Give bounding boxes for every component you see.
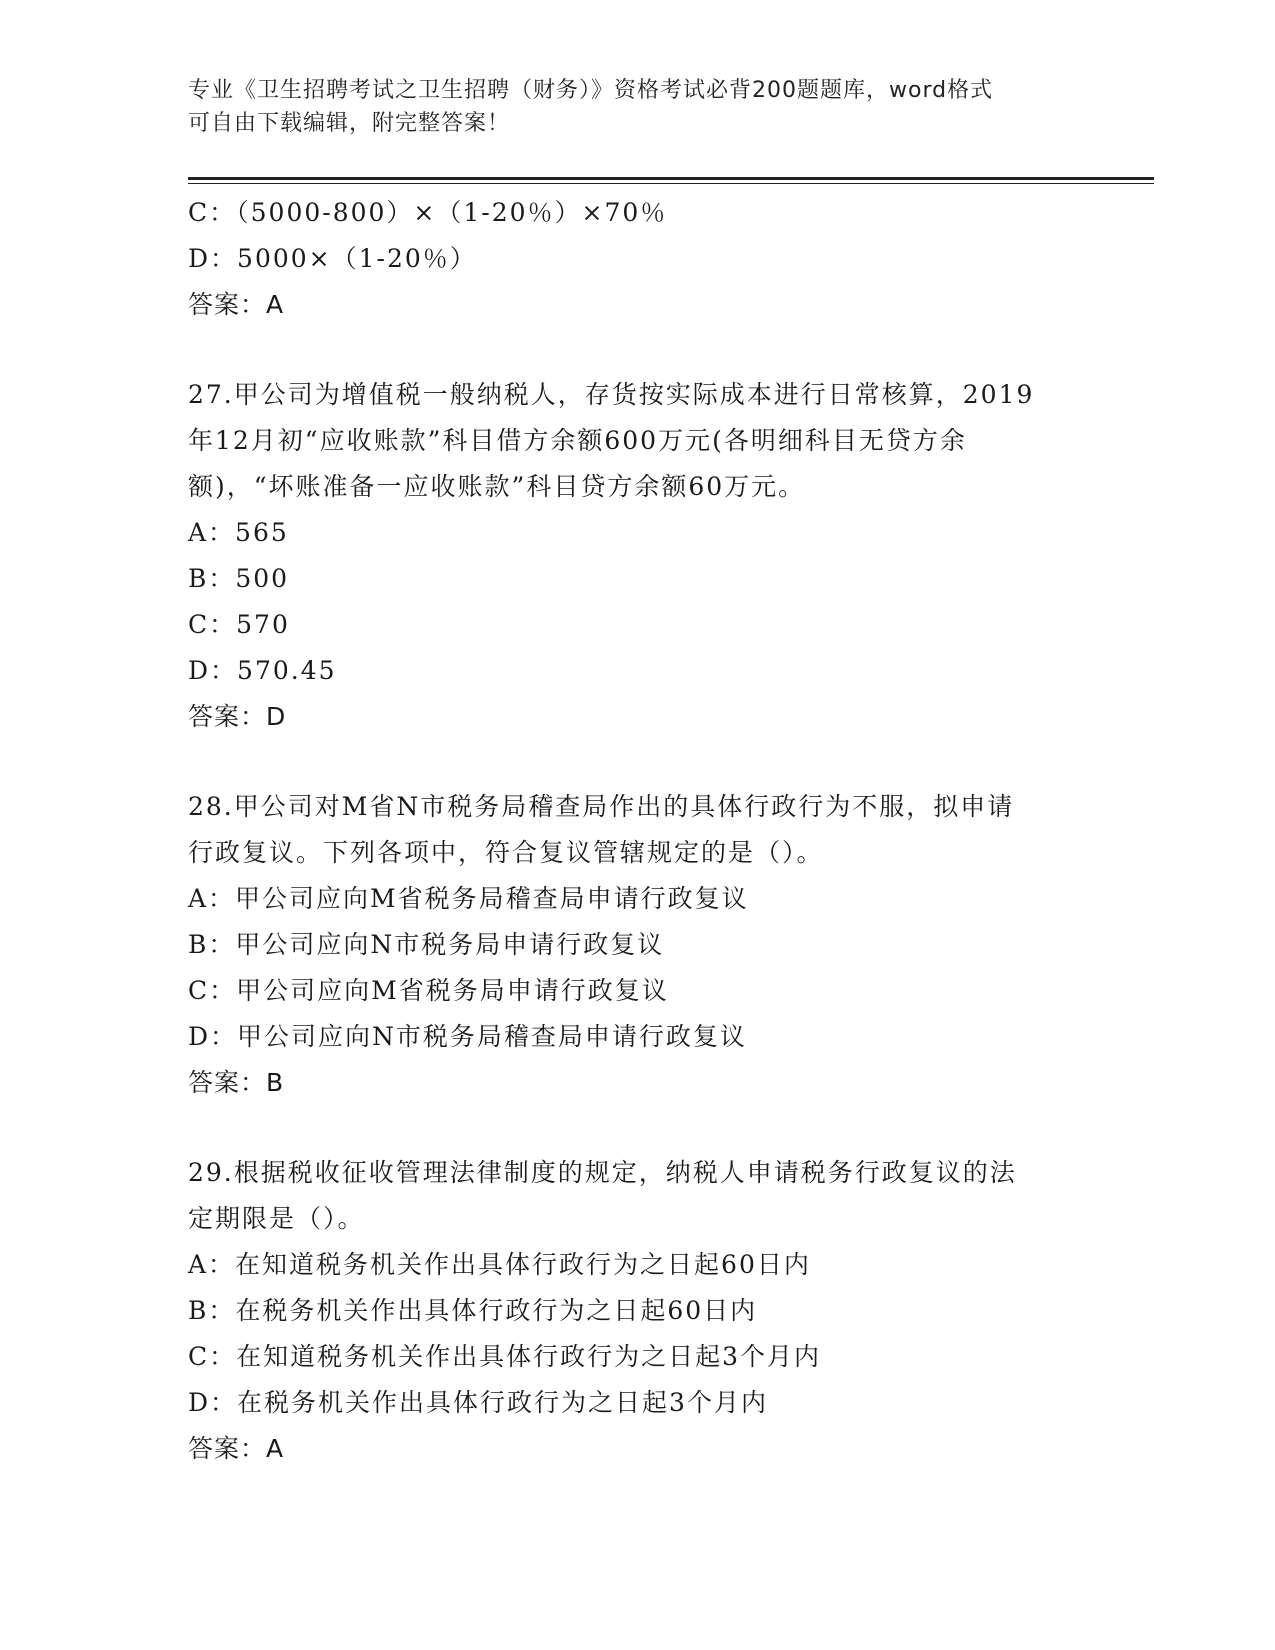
option-d: D：5000×（1-20％） (188, 244, 477, 273)
spacer (188, 1106, 1088, 1150)
answer-line: 答案：A (188, 1434, 285, 1463)
header-line-2: 可自由下载编辑，附完整答案！ (188, 111, 511, 136)
option-b: B：甲公司应向N市税务局申请行政复议 (188, 930, 665, 959)
option-c: C：（5000-800）×（1-20％）×70％ (188, 198, 668, 227)
answer-line: 答案：D (188, 702, 287, 731)
question-text-line: 定期限是（）。 (188, 1204, 365, 1233)
spacer (188, 740, 1088, 784)
option-a: A：565 (188, 518, 289, 547)
answer-line: 答案：B (188, 1068, 285, 1097)
header-divider-thin (188, 183, 1154, 184)
option-a: A：甲公司应向M省税务局稽查局申请行政复议 (188, 884, 749, 913)
question-text-line: 行政复议。下列各项中，符合复议管辖规定的是（）。 (188, 838, 824, 867)
option-d: D：570.45 (188, 656, 337, 685)
question-text-line: 27.甲公司为增值税一般纳税人，存货按实际成本进行日常核算，2019 (188, 380, 1035, 409)
question-28 (188, 784, 1088, 1106)
option-c: C：在知道税务机关作出具体行政行为之日起3个月内 (188, 1342, 822, 1371)
question-text-line: 额)，“坏账准备一应收账款”科目贷方余额60万元。 (188, 472, 806, 501)
option-c: C：570 (188, 610, 290, 639)
question-27 (188, 372, 1088, 740)
question-29 (188, 1150, 1088, 1472)
answer-line: 答案：A (188, 290, 285, 319)
prev-question-tail (188, 190, 1088, 328)
option-a: A：在知道税务机关作出具体行政行为之日起60日内 (188, 1250, 811, 1279)
header-divider-thick (188, 177, 1154, 180)
question-text-line: 年12月初“应收账款”科目借方余额600万元(各明细科目无贷方余 (188, 426, 967, 455)
option-b: B：在税务机关作出具体行政行为之日起60日内 (188, 1296, 758, 1325)
question-content (188, 190, 1088, 1472)
option-d: D：在税务机关作出具体行政行为之日起3个月内 (188, 1388, 768, 1417)
header-line-1: 专业《卫生招聘考试之卫生招聘（财务）》资格考试必背200题题库，word格式 (188, 78, 994, 103)
option-c: C：甲公司应向M省税务局申请行政复议 (188, 976, 669, 1005)
option-d: D：甲公司应向N市税务局稽查局申请行政复议 (188, 1022, 747, 1051)
option-b: B：500 (188, 564, 290, 593)
question-text-line: 29.根据税收征收管理法律制度的规定，纳税人申请税务行政复议的法 (188, 1158, 1017, 1187)
spacer (188, 328, 1088, 372)
question-text-line: 28.甲公司对M省N市税务局稽查局作出的具体行政行为不服，拟申请 (188, 792, 1015, 821)
document-header (188, 74, 1068, 140)
